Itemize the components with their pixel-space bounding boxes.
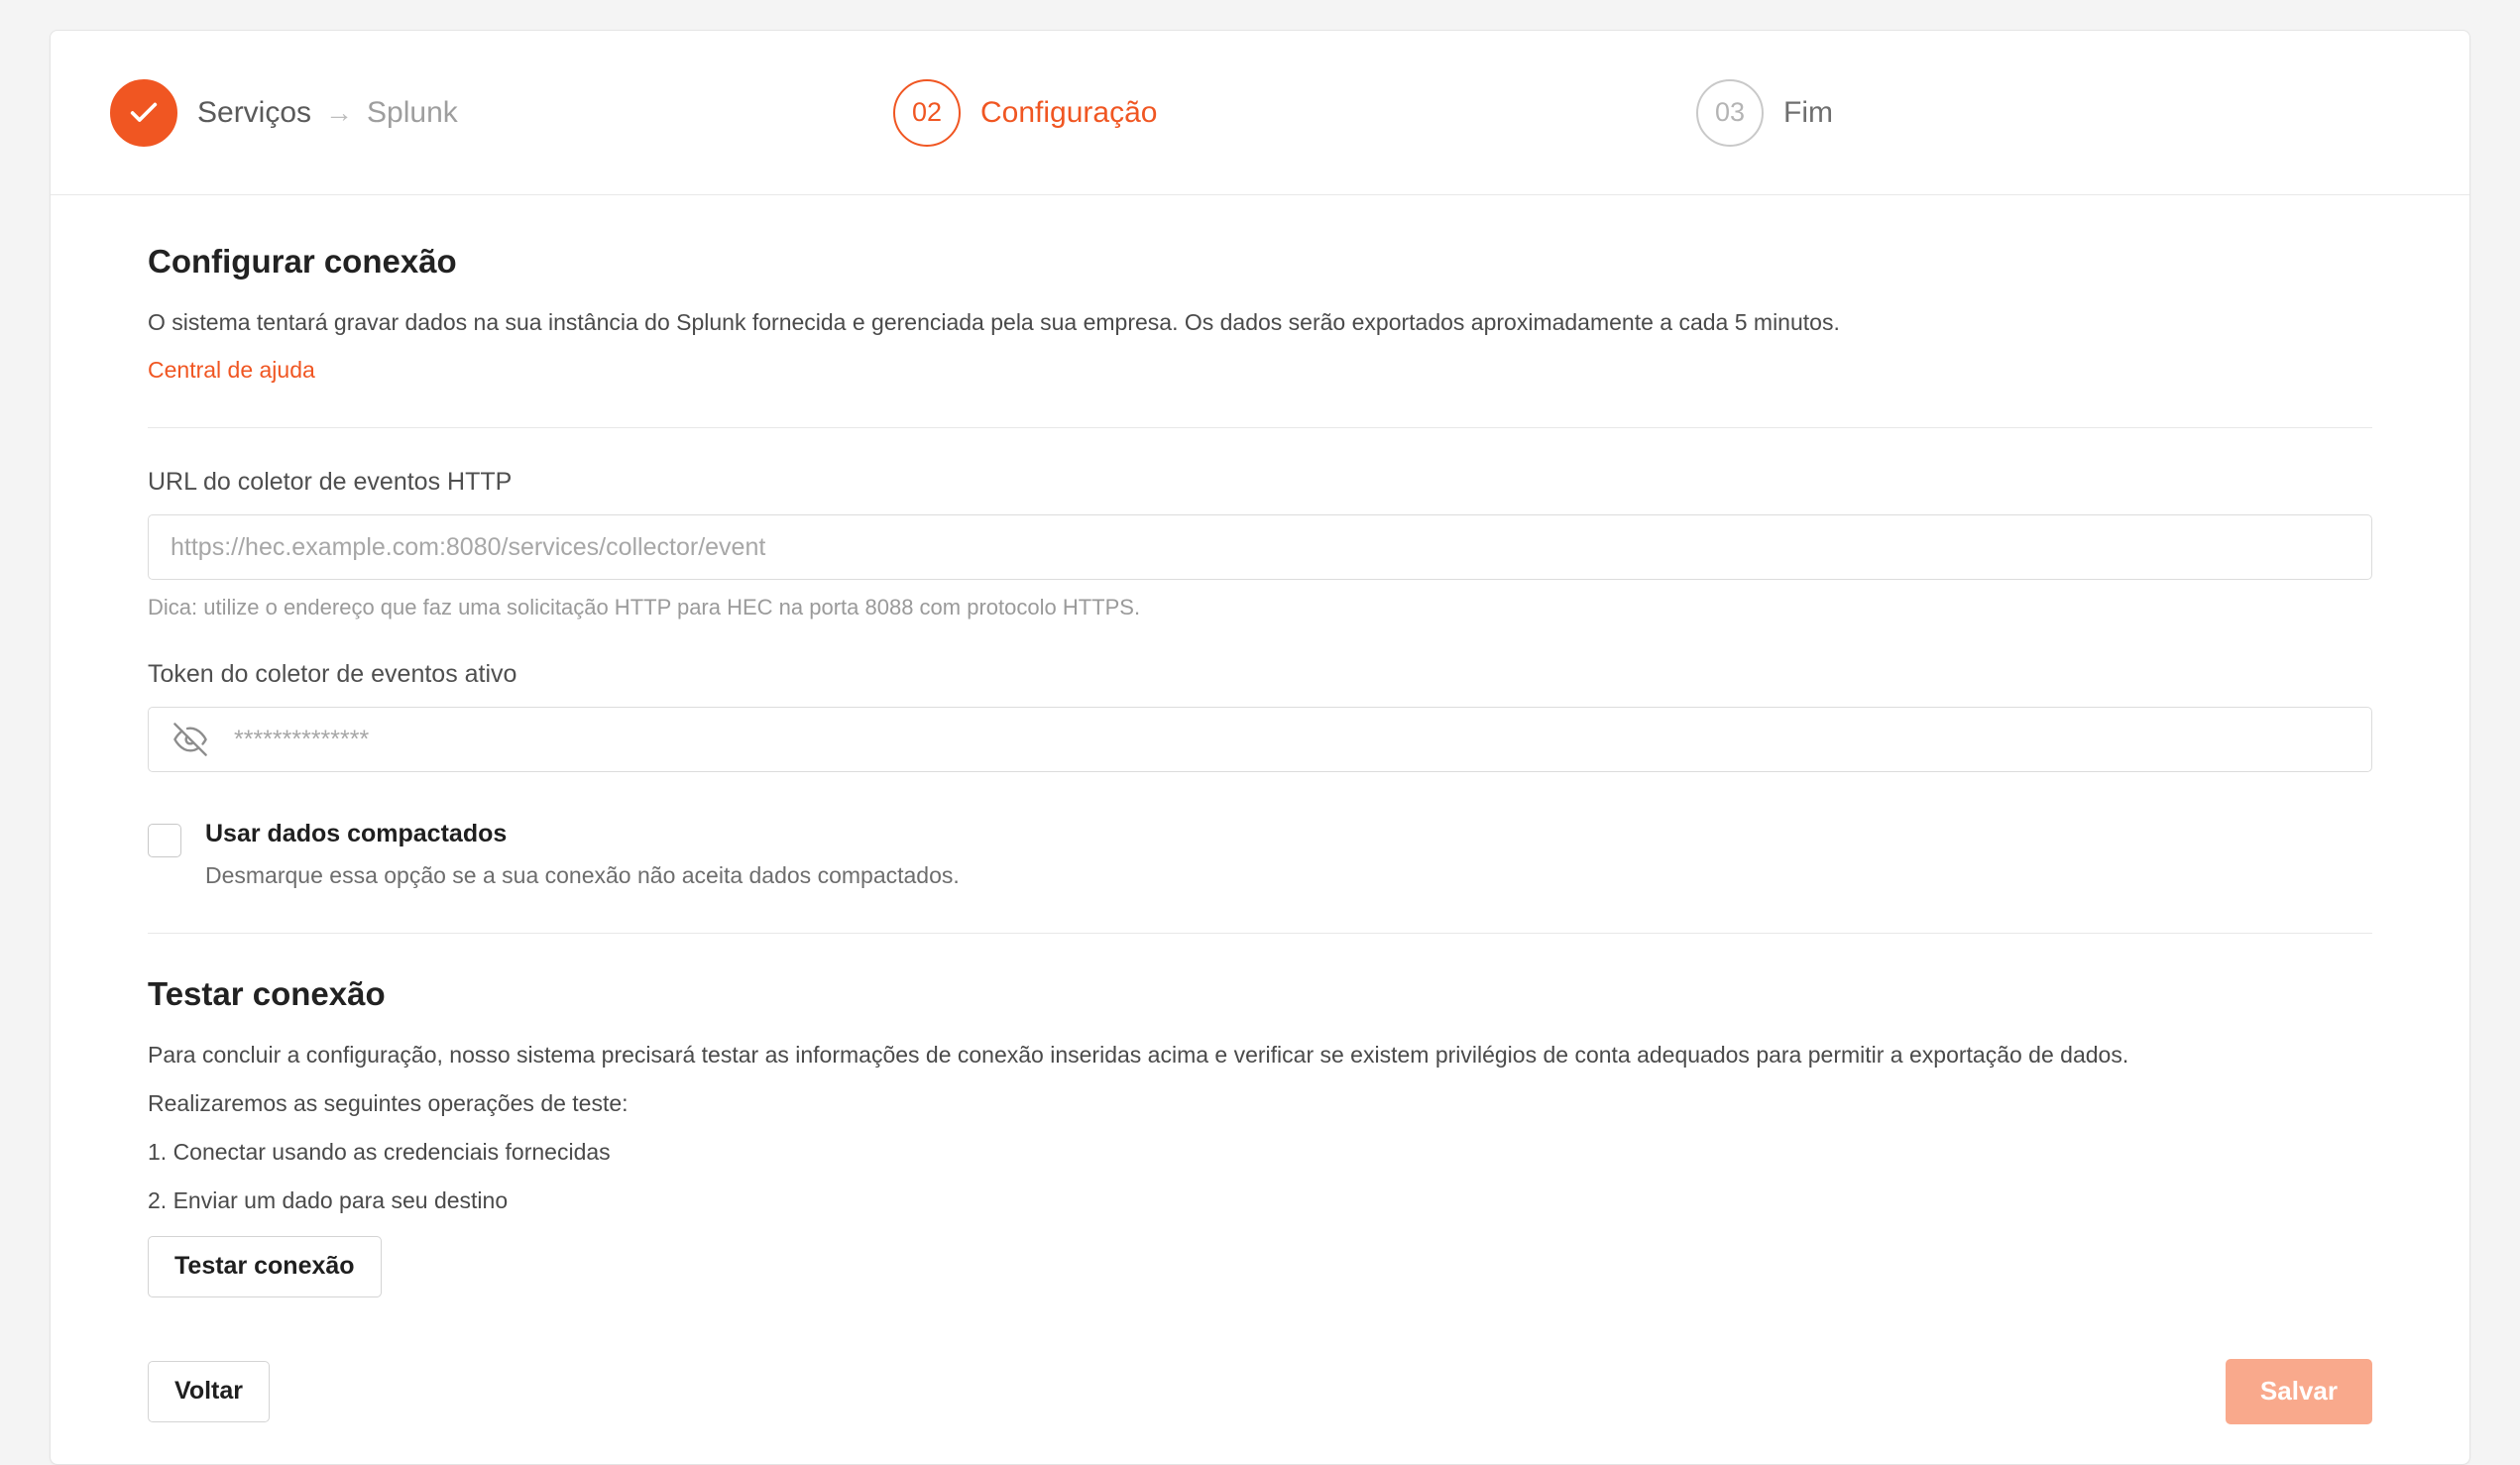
compression-row[interactable] xyxy=(148,820,2372,889)
help-center-link[interactable]: Central de ajuda xyxy=(148,357,315,384)
step-finish[interactable] xyxy=(1696,79,1833,147)
wizard-footer xyxy=(148,1359,2372,1464)
step-2-label: Configuração xyxy=(980,95,1158,129)
token-field-label: Token do coletor de eventos ativo xyxy=(148,660,517,689)
wizard-stepper xyxy=(51,31,2469,195)
test-section-title: Testar conexão xyxy=(148,975,386,1013)
test-section-description: Para concluir a configuração, nosso sistema precisará testar as informações de conexão inseridas acima e verificar se existem privilégios de conta adequados para permitir a exportação de dados. xyxy=(148,1042,2129,1069)
url-input[interactable] xyxy=(148,514,2372,580)
test-operation-1: 1. Conectar usando as credenciais fornecidas xyxy=(148,1138,611,1165)
url-field-hint: Dica: utilize o endereço que faz uma solicitação HTTP para HEC na porta 8088 com protocolo HTTPS. xyxy=(148,595,1141,620)
step-3-circle: 03 xyxy=(1696,79,1764,147)
step-3-label: Fim xyxy=(1783,95,1833,129)
url-field-block xyxy=(148,468,2372,620)
compression-sublabel: Desmarque essa opção se a sua conexão não aceita dados compactados. xyxy=(205,862,960,889)
token-input[interactable] xyxy=(148,707,2372,772)
test-operation-2: 2. Enviar um dado para seu destino xyxy=(148,1186,509,1213)
url-field-label: URL do coletor de eventos HTTP xyxy=(148,468,513,497)
compression-label: Usar dados compactados xyxy=(205,820,508,848)
breadcrumb-splunk: Splunk xyxy=(367,95,458,129)
check-icon xyxy=(127,96,161,130)
wizard-content xyxy=(51,195,2469,1464)
breadcrumb-services[interactable]: Serviços xyxy=(197,95,312,129)
wizard-card xyxy=(50,30,2470,1465)
back-button[interactable]: Voltar xyxy=(148,1361,270,1422)
page-title: Configurar conexão xyxy=(148,243,457,280)
arrow-right-icon: → xyxy=(325,96,354,128)
step-configuration[interactable] xyxy=(893,79,1696,147)
save-button[interactable]: Salvar xyxy=(2226,1359,2372,1424)
step-2-circle: 02 xyxy=(893,79,961,147)
eye-off-icon[interactable] xyxy=(173,723,207,756)
breadcrumb xyxy=(197,96,458,130)
test-connection-button[interactable]: Testar conexão xyxy=(148,1236,382,1297)
token-field-block xyxy=(148,660,2372,772)
divider-top xyxy=(148,427,2372,428)
page-description: O sistema tentará gravar dados na sua instância do Splunk fornecida e gerenciada pela sua empresa. Os dados serão exportados aproximadamente a cada 5 minutos. xyxy=(148,309,1840,335)
use-compressed-data-checkbox[interactable] xyxy=(148,824,181,857)
step-1-circle xyxy=(110,79,177,147)
test-connection-section xyxy=(148,934,2372,1296)
step-services[interactable] xyxy=(110,79,893,147)
test-operations-intro: Realizaremos as seguintes operações de teste: xyxy=(148,1089,629,1116)
